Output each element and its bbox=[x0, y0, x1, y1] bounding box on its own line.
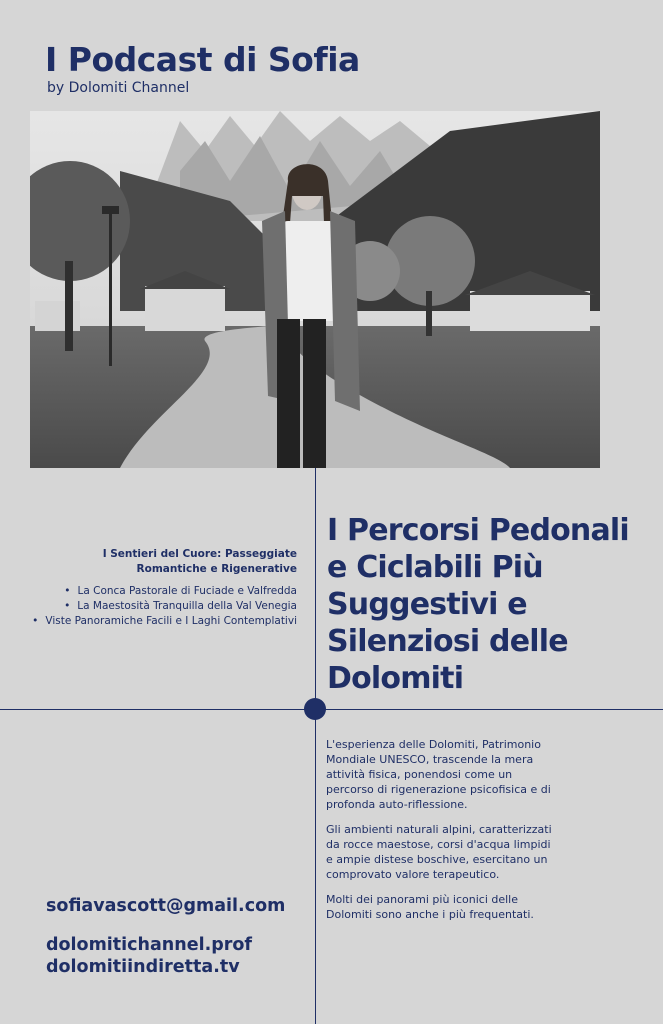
vertical-divider bbox=[315, 468, 316, 1024]
main-heading: I Percorsi Pedonali e Ciclabili Più Suggestivi e Silenziosi delle Dolomiti bbox=[327, 513, 629, 696]
paragraph: Gli ambienti naturali alpini, caratterizzati da rocce maestose, corsi d'acqua limpidi e ampie distese boschive, esercitano un comprovato valore terapeutico. bbox=[326, 823, 552, 881]
paragraph: L'esperienza delle Dolomiti, Patrimonio Mondiale UNESCO, trascende la mera attività fisica, ponendosi come un percorso di rigenerazione psicofisica e di profonda auto-riflessione. bbox=[326, 738, 551, 811]
horizontal-divider bbox=[0, 709, 663, 710]
page-subtitle: by Dolomiti Channel bbox=[47, 80, 190, 96]
website-link-1[interactable]: dolomitichannel.prof bbox=[46, 935, 253, 955]
email-link[interactable]: sofiavascott@gmail.com bbox=[46, 896, 286, 916]
website-link-2[interactable]: dolomitiindiretta.tv bbox=[46, 957, 240, 977]
page-title: I Podcast di Sofia bbox=[45, 40, 360, 79]
body-text bbox=[326, 737, 556, 932]
section-heading: I Sentieri del Cuore: Passeggiate Romantiche e Rigenerative bbox=[102, 548, 297, 575]
list-item: • La Conca Pastorale di Fuciade e Valfredda bbox=[32, 584, 297, 599]
list-item: • La Maestosità Tranquilla della Val Venegia bbox=[32, 599, 297, 614]
hero-photo bbox=[30, 111, 600, 468]
paragraph: Molti dei panorami più iconici delle Dolomiti sono anche i più frequentati. bbox=[326, 893, 534, 921]
section-list bbox=[32, 584, 297, 629]
divider-dot bbox=[304, 698, 326, 720]
list-item: • Viste Panoramiche Facili e I Laghi Contemplativi bbox=[32, 614, 297, 629]
